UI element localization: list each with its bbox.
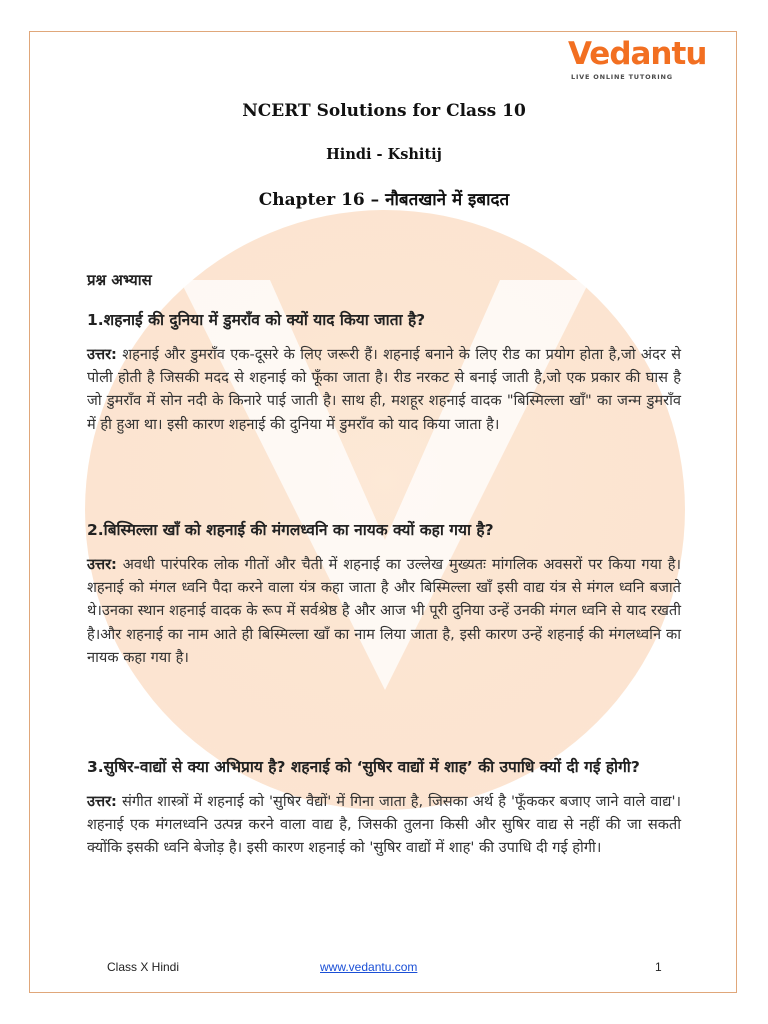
logo-wordmark: Vedantu: [568, 36, 707, 72]
page-number: 1: [655, 960, 662, 974]
question-block-2: [87, 515, 681, 669]
footer-website-link[interactable]: www.vedantu.com: [320, 960, 418, 974]
section-heading: प्रश्न अभ्यास: [87, 271, 152, 289]
logo-tagline: LIVE ONLINE TUTORING: [571, 73, 673, 81]
question-block-3: [87, 752, 681, 860]
answer-text: संगीत शास्त्रों में शहनाई को 'सुषिर वैद्यों' में गिना जाता है, जिसका अर्थ है 'फूँककर बजाए जाने वाले वाद्य'।शहनाई एक मंगलध्वनि उत्पन्न करने वाला वाद्य है, जिसकी तुलना किसी और सुषिर वाद्य से नहीं की जा सकती क्योंकि इसकी ध्वनि बेजोड़ है। इसी कारण शहनाई को 'सुषिर वाद्यों में शाह' की उपाधि दी गई होगी।: [87, 793, 682, 857]
question-2: 2.बिस्मिल्ला खाँ को शहनाई की मंगलध्वनि का नायक क्यों कहा गया है?: [87, 521, 494, 539]
doc-title: NCERT Solutions for Class 10: [242, 101, 526, 121]
footer-class-label: Class X Hindi: [107, 960, 180, 974]
vedantu-logo: [568, 36, 707, 86]
answer-3: [87, 790, 681, 860]
answer-label: उत्तर:: [87, 346, 117, 363]
question-block-1: [87, 305, 681, 436]
doc-chapter: Chapter 16 – नौबतखाने में इबादत: [258, 190, 510, 210]
answer-1: [87, 343, 681, 436]
answer-text: अवधी पारंपरिक लोक गीतों और चैती में शहनाई का उल्लेख मुख्यतः मांगलिक अवसरों पर किया गया है। शहनाई को मंगल ध्वनि पैदा करने वाला यंत्र कहा जाता है और बिस्मिल्ला खाँ इसी वाद्य यंत्र से मंगल ध्वनि बजाते थे।उनका स्थान शहनाई वादक के रूप में सर्वश्रेष्ठ है और आज भी पूरी दुनिया उन्हें उनकी मंगल ध्वनि से याद रखती है।और शहनाई का नाम आते ही बिस्मिल्ला खाँ का नाम लिया जाता है, इसी कारण उन्हें शहनाई की मंगलध्वनि का नायक कहा गया है।: [87, 556, 681, 666]
answer-2: [87, 553, 681, 669]
answer-text: शहनाई और डुमराँव एक-दूसरे के लिए जरूरी हैं। शहनाई बनाने के लिए रीड का प्रयोग होता है,जो अंदर से पोली होती है जिसकी मदद से शहनाई को फूँका जाता है। रीड नरकट से बनाई जाती है,जो एक प्रकार की घास है जो डुमराँव में सोन नदी के किनारे पाई जाती है। साथ ही, मशहूर शहनाई वादक "बिस्मिल्ला खाँ" का जन्म डुमराँव में ही हुआ था। इसी कारण शहनाई की दुनिया में डुमराँव को याद किया जाता है।: [87, 346, 681, 433]
doc-subject: Hindi - Kshitij: [326, 146, 442, 163]
answer-label: उत्तर:: [87, 556, 117, 573]
question-3: 3.सुषिर-वाद्यों से क्या अभिप्राय है? शहनाई को ‘सुषिर वाद्यों में शाह’ की उपाधि क्यों दी गई होगी?: [87, 758, 640, 776]
answer-label: उत्तर:: [87, 793, 117, 810]
question-1: 1.शहनाई की दुनिया में डुमराँव को क्यों याद किया जाता है?: [87, 311, 426, 329]
